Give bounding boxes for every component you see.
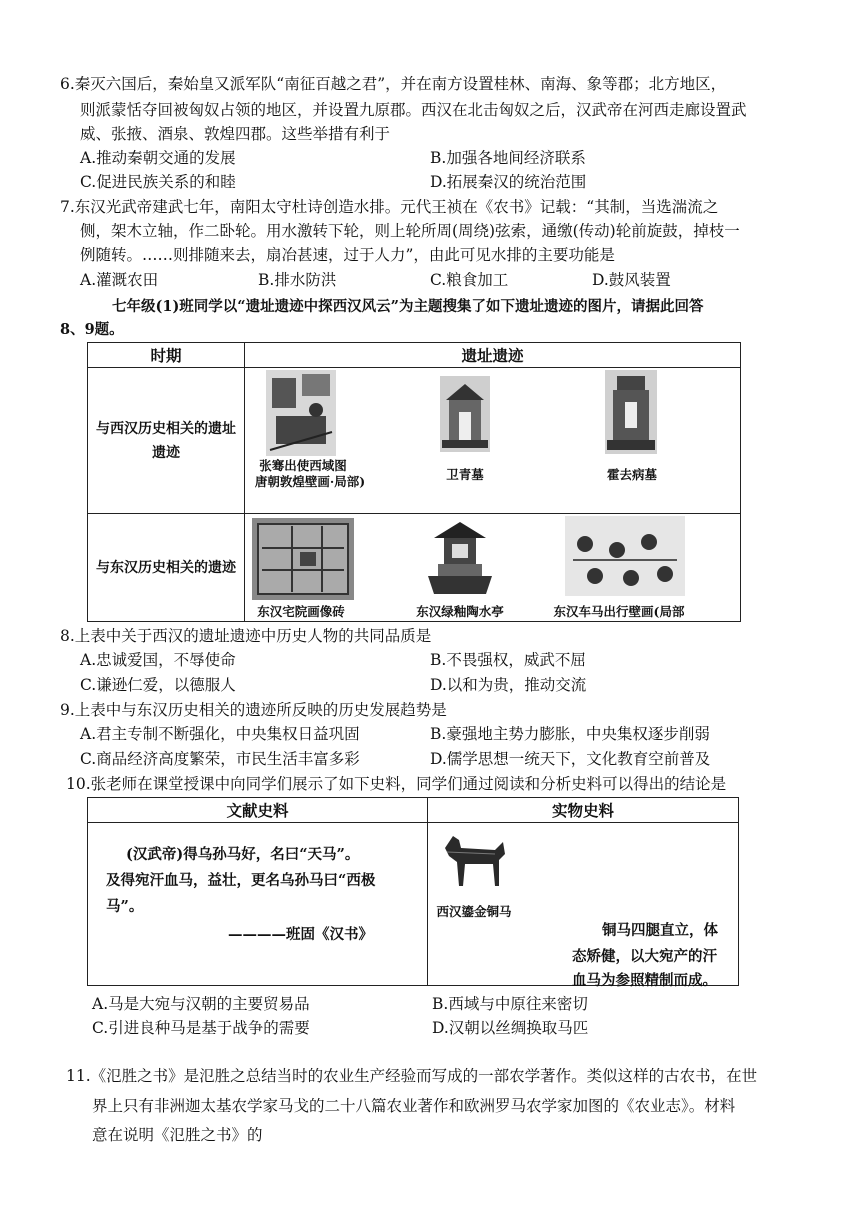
row-western-han-label: 与西汉历史相关的遗址遗迹 [88,368,245,514]
table-header-period: 时期 [88,343,245,368]
eastern-han-brick-caption: 东汉宅院画像砖 [257,604,345,619]
q9-option-c: C.商品经济高度繁荣，市民生活丰富多彩 [80,750,360,768]
q89-intro-line-2: 8、9题。 [60,321,124,338]
q6-line-2: 则派蒙恬夺回被匈奴占领的地区，并设置九原郡。西汉在北击匈奴之后，汉武帝在河西走廊设置武 [80,101,747,119]
q10-option-c: C.引进良种马是基于战争的需要 [92,1019,310,1037]
row-eastern-han-label: 与东汉历史相关的遗迹 [88,514,245,622]
q11-line-2: 界上只有非洲迦太基农学家马戈的二十八篇农业著作和欧洲罗马农学家加图的《农业志》。材料 [92,1097,736,1115]
zhang-qian-caption-1: 张骞出使西域图 [259,458,347,473]
q7-option-c: C.粮食加工 [430,271,509,289]
q7-line-3: 例随转。……则排随来去，扇冶甚速，过于人力”，由此可见水排的主要功能是 [80,246,615,264]
q10-option-a: A.马是大宛与汉朝的主要贸易品 [92,995,310,1013]
q6-line-1: 6.秦灭六国后，秦始皇又派军队“南征百越之君”，并在南方设置桂林、南海、象等郡；北方地区， [60,75,727,93]
gilt-bronze-horse-caption: 西汉鎏金铜马 [436,904,512,919]
wei-qing-caption: 卫青墓 [446,467,484,482]
horse-desc-line-2: 态矫健，以大宛产的汗 [572,948,717,965]
green-glazed-pavilion-image [424,516,496,600]
q6-line-3: 威、张掖、酒泉、敦煌四郡。这些举措有利于 [80,125,391,143]
horse-desc-line-3: 血马为参照精制而成。 [572,972,717,989]
q6-option-a: A.推动秦朝交通的发展 [80,149,236,167]
hanshu-quote-line-1: (汉武帝)得乌孙马好，名曰“天马”。 [126,846,360,863]
q7-line-1: 7.东汉光武帝建武七年，南阳太守杜诗创造水排。元代王祯在《农书》记载：“其制，当选湍流之 [60,198,719,216]
q11-line-3: 意在说明《氾胜之书》的 [92,1126,263,1144]
huo-qubing-caption: 霍去病墓 [606,467,657,482]
q6-option-b: B.加强各地间经济联系 [430,149,586,167]
zhang-qian-caption-2: 唐朝敦煌壁画·局部) [254,474,366,489]
q9-option-d: D.儒学思想一统天下，文化教育空前普及 [430,750,711,768]
q10-option-d: D.汉朝以丝绸换取马匹 [432,1019,589,1037]
q7-option-a: A.灌溉农田 [80,271,159,289]
chariot-mural-image [565,516,685,596]
chariot-mural-caption: 东汉车马出行壁画(局部 [553,604,685,619]
q7-option-b: B.排水防洪 [258,271,337,289]
wei-qing-tomb-image [440,376,490,452]
q89-intro-line-1: 七年级(1)班同学以“遗址遗迹中探西汉风云”为主题搜集了如下遗址遗迹的图片，请据此回答 [112,298,704,315]
q10-stem: 10.张老师在课堂授课中向同学们展示了如下史料，同学们通过阅读和分析史料可以得出的结论是 [66,775,727,793]
col-documentary-sources: 文献史料 [88,798,428,823]
green-glazed-pavilion-caption: 东汉绿釉陶水亭 [416,604,504,619]
q8-option-d: D.以和为贵，推动交流 [430,676,587,694]
q9-option-a: A.君主专制不断强化，中央集权日益巩固 [80,725,360,743]
huo-qubing-tomb-image [605,370,657,454]
q9-option-b: B.豪强地主势力膨胀，中央集权逐步削弱 [430,725,710,743]
q8-option-c: C.谦逊仁爱，以德服人 [80,676,236,694]
hanshu-quote-source: ————班固《汉书》 [228,926,373,943]
col-physical-sources: 实物史料 [428,798,739,823]
hanshu-quote-line-3: 马”。 [106,898,144,915]
q7-line-2: 侧，架木立轴，作二卧轮。用水激转下轮，则上轮所周(周绕)弦索，通缴(传动)轮前旋鼓，掉枝一 [80,222,740,240]
q7-option-d: D.鼓风装置 [592,271,671,289]
q8-option-b: B.不畏强权，威武不屈 [430,651,586,669]
table-header-sites: 遗址遗迹 [245,343,741,368]
q10-option-b: B.西域与中原往来密切 [432,995,588,1013]
q11-line-1: 11.《氾胜之书》是氾胜之总结当时的农业生产经验而写成的一部农学著作。类似这样的古农书，在世 [66,1067,758,1085]
q6-option-d: D.拓展秦汉的统治范围 [430,173,587,191]
q8-stem: 8.上表中关于西汉的遗址遗迹中历史人物的共同品质是 [60,627,432,645]
horse-desc-line-1: 铜马四腿直立，体 [602,922,718,939]
q9-stem: 9.上表中与东汉历史相关的遗迹所反映的历史发展趋势是 [60,701,447,719]
q8-option-a: A.忠诚爱国，不辱使命 [80,651,236,669]
zhang-qian-mural-image [266,370,336,456]
eastern-han-brick-image [252,518,354,600]
hanshu-quote-line-2: 及得宛汗血马，益壮，更名乌孙马曰“西极 [106,872,376,889]
q6-option-c: C.促进民族关系的和睦 [80,173,236,191]
gilt-bronze-horse-image [433,826,517,896]
